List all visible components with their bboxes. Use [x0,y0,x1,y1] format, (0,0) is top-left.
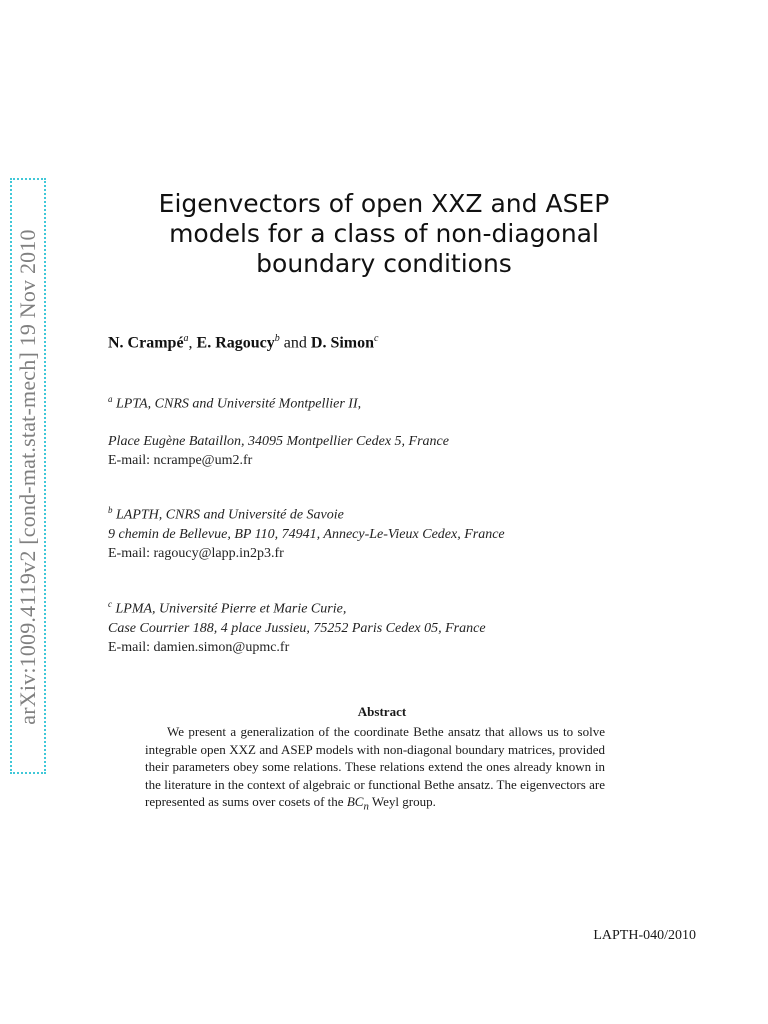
arxiv-stamp[interactable]: arXiv:1009.4119v2 [cond-mat.stat-mech] 19 Nov 2010 [15,229,40,725]
author-name: N. Crampé [108,334,184,352]
title-line: boundary conditions [256,248,512,278]
affiliation-institution: $^c$ LPMA, Université Pierre et Marie Curie, [108,599,347,617]
abstract-heading: Abstract [357,704,407,719]
math-symbol: $BC_n$ [346,794,369,813]
title-line: Eigenvectors of open XXZ and ASEP [158,188,610,218]
affiliation-c [108,595,486,657]
affiliation-email[interactable]: E-mail: ragoucy@lapp.in2p3.fr [108,545,284,561]
abstract-text: We present a generalization of the coordinate Bethe ansatz that allows us to solve integrable open XXZ and ASEP models with non-diagonal boundary matrices, provided their parameters obey some relations. These relations extend the ones already known in the literature in the context of algebraic or functional Bethe ansatz. The eigenvectors are represented as sums over cosets of the $BC_n$ Weyl group. [145,724,605,813]
affiliation-b [108,501,505,563]
author-list: N. Crampé$^a$, E. Ragoucy$^b$ and D. Simon$^c$ [108,333,379,352]
author-name: E. Ragoucy [196,334,275,352]
author-mark: b [274,333,280,344]
author-name: D. Simon [310,334,375,352]
affiliation-email[interactable]: E-mail: ncrampe@um2.fr [108,452,253,468]
affiliation-institution: $^a$ LPTA, CNRS and Université Montpellier II, [108,394,362,412]
paper-title [110,189,658,279]
affiliation-mark: c [108,599,112,609]
affiliation-institution: $^b$ LAPTH, CNRS and Université de Savoie [108,505,344,523]
affiliation-address: Case Courrier 188, 4 place Jussieu, 75252 Paris Cedex 05, France [108,620,486,636]
author-and: and [283,334,307,352]
affiliation-email[interactable]: E-mail: damien.simon@upmc.fr [108,639,290,655]
affiliation-address: Place Eugène Bataillon, 34095 Montpellier Cedex 5, France [108,433,449,449]
affiliation-mark: a [108,394,113,404]
author-mark: c [374,333,379,344]
author-mark: a [183,333,189,344]
affiliation-a [108,390,449,470]
affiliation-mark: b [108,505,113,515]
affiliation-address: 9 chemin de Bellevue, BP 110, 74941, Annecy-Le-Vieux Cedex, France [108,526,505,542]
report-number: LAPTH-040/2010 [593,928,696,943]
title-line: models for a class of non-diagonal [169,218,599,248]
